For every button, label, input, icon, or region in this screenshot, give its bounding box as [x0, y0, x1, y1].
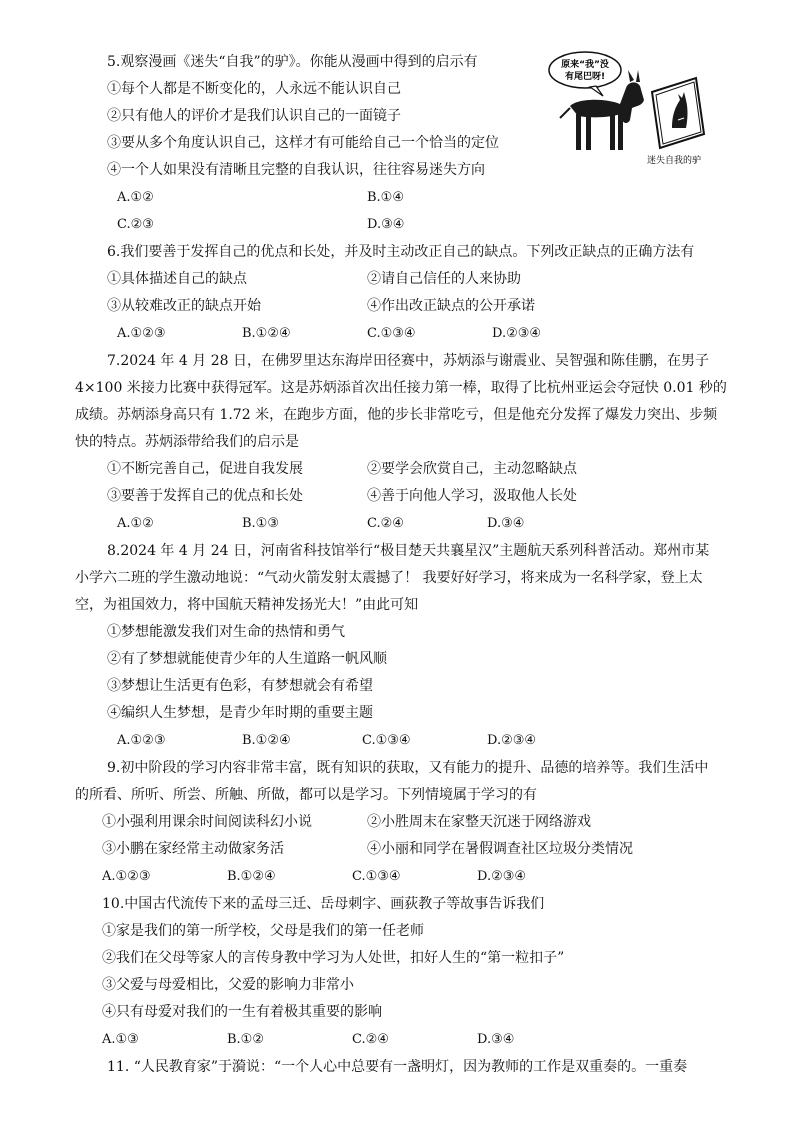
q8-item-4: ④编织人生梦想，是青少年时期的重要主题 [107, 705, 373, 721]
q5-item-1: ①每个人都是不断变化的，人永远不能认识自己 [107, 81, 401, 97]
q7-item-3: ③要善于发挥自己的优点和长处 [107, 488, 303, 504]
q8-line-2: 小学六二班的学生激动地说：“气动火箭发射太震撼了！ 我要好好学习，将来成为一名科学家，登上太 [75, 570, 703, 586]
q5-item-4: ④一个人如果没有清晰且完整的自我认识，往往容易迷失方向 [107, 162, 485, 178]
q5-option-d: D.③④ [367, 217, 405, 232]
q5-stem: 5.观察漫画《迷失“自我”的驴》。你能从漫画中得到的启示有 [107, 54, 478, 70]
q7-option-d: D.③④ [487, 516, 525, 531]
q6-item-1: ①具体描述自己的缺点 [107, 271, 247, 287]
q9-line-2: 的所看、所听、所尝、所触、所做，都可以是学习。下列情境属于学习的有 [75, 787, 537, 803]
q8-option-b: B.①②④ [242, 733, 291, 748]
speech-bubble [549, 52, 621, 88]
q7-option-a: A.①② [117, 516, 154, 531]
q9-option-b: B.①②④ [227, 869, 276, 884]
q6-option-c: C.①③④ [367, 326, 416, 341]
q7-line-3: 成绩。苏炳添身高只有 1.72 米，在跑步方面，他的步长非常吃亏，但是他充分发挥了爆发力突出、步频 [75, 407, 718, 423]
q10-option-a: A.①③ [102, 1032, 139, 1047]
q5-item-2: ②只有他人的评价才是我们认识自己的一面镜子 [107, 108, 401, 124]
bubble-text-2: 有尾巴呀! [564, 72, 606, 82]
q5-option-c: C.②③ [117, 217, 154, 232]
q7-line-2: 4×100 米接力比赛中获得冠军。这是苏炳添首次出任接力第一棒，取得了比杭州亚运会夺冠快 0.01 秒的 [75, 380, 727, 396]
q10-option-d: D.③④ [477, 1032, 515, 1047]
q8-line-1: 8.2024 年 4 月 24 日，河南省科技馆举行“极目楚天共襄星汉”主题航天系列科普活动。郑州市某 [107, 543, 710, 559]
q8-item-1: ①梦想能激发我们对生命的热情和勇气 [107, 624, 345, 640]
q8-option-c: C.①③④ [362, 733, 411, 748]
q6-stem: 6.我们要善于发挥自己的优点和长处，并及时主动改正自己的缺点。下列改正缺点的正确方法有 [107, 244, 695, 260]
q10-option-b: B.①② [227, 1032, 264, 1047]
mirror-frame [652, 78, 704, 148]
donkey-mirror-illustration [548, 48, 726, 168]
q7-line-4: 快的特点。苏炳添带给我们的启示是 [75, 434, 299, 450]
q7-item-4: ④善于向他人学习，汲取他人长处 [367, 488, 577, 504]
q5-option-a: A.①② [117, 190, 154, 205]
q9-option-a: A.①②③ [102, 869, 151, 884]
q7-item-1: ①不断完善自己，促进自我发展 [107, 461, 303, 477]
q10-option-c: C.②④ [352, 1032, 389, 1047]
q6-item-2: ②请自己信任的人来协助 [367, 271, 521, 287]
q10-item-1: ①家是我们的第一所学校，父母是我们的第一任老师 [102, 923, 424, 939]
q10-item-2: ②我们在父母等家人的言传身教中学习为人处世，扣好人生的“第一粒扣子” [102, 950, 565, 966]
q9-item-2: ②小胜周末在家整天沉迷于网络游戏 [367, 814, 591, 830]
q9-item-1: ①小强利用课余时间阅读科幻小说 [102, 814, 312, 830]
cartoon-caption: 迷失自我的驴 [646, 156, 702, 166]
q7-item-2: ②要学会欣赏自己，主动忽略缺点 [367, 461, 577, 477]
donkey-cartoon [548, 48, 726, 168]
q7-option-b: B.①③ [242, 516, 279, 531]
q8-option-a: A.①②③ [117, 733, 166, 748]
q6-item-3: ③从较难改正的缺点开始 [107, 298, 261, 314]
q8-item-2: ②有了梦想就能使青少年的人生道路一帆风顺 [107, 651, 387, 667]
q9-item-3: ③小鹏在家经常主动做家务活 [102, 841, 284, 857]
q5-option-b: B.①④ [367, 190, 404, 205]
q9-line-1: 9.初中阶段的学习内容非常丰富，既有知识的获取，又有能力的提升、品德的培养等。我们生活中 [107, 760, 709, 776]
q9-item-4: ④小丽和同学在暑假调查社区垃圾分类情况 [367, 841, 633, 857]
q10-item-4: ④只有母爱对我们的一生有着极其重要的影响 [102, 1004, 382, 1020]
q7-line-1: 7.2024 年 4 月 28 日，在佛罗里达东海岸田径赛中，苏炳添与谢震业、吴智强和陈佳鹏，在男子 [107, 353, 709, 369]
q6-option-d: D.②③④ [492, 326, 542, 341]
q5-item-3: ③要从多个角度认识自己，这样才有可能给自己一个恰当的定位 [107, 135, 499, 151]
q9-option-c: C.①③④ [352, 869, 401, 884]
q6-item-4: ④作出改正缺点的公开承诺 [367, 298, 535, 314]
q9-option-d: D.②③④ [477, 869, 527, 884]
q11-stem: 11. “人民教育家”于漪说：“一个人心中总要有一盏明灯，因为教师的工作是双重奏的。一重奏 [107, 1059, 688, 1075]
q8-item-3: ③梦想让生活更有色彩，有梦想就会有希望 [107, 678, 373, 694]
bubble-text-1: 原来“我”没 [561, 60, 609, 70]
q7-option-c: C.②④ [367, 516, 404, 531]
q8-option-d: D.②③④ [487, 733, 537, 748]
q6-option-a: A.①②③ [117, 326, 166, 341]
q6-option-b: B.①②④ [242, 326, 291, 341]
q10-stem: 10.中国古代流传下来的孟母三迁、岳母刺字、画荻教子等故事告诉我们 [102, 896, 545, 912]
q10-item-3: ③父爱与母爱相比，父爱的影响力非常小 [102, 977, 354, 993]
q8-line-3: 空，为祖国效力，将中国航天精神发扬光大！”由此可知 [75, 597, 419, 613]
